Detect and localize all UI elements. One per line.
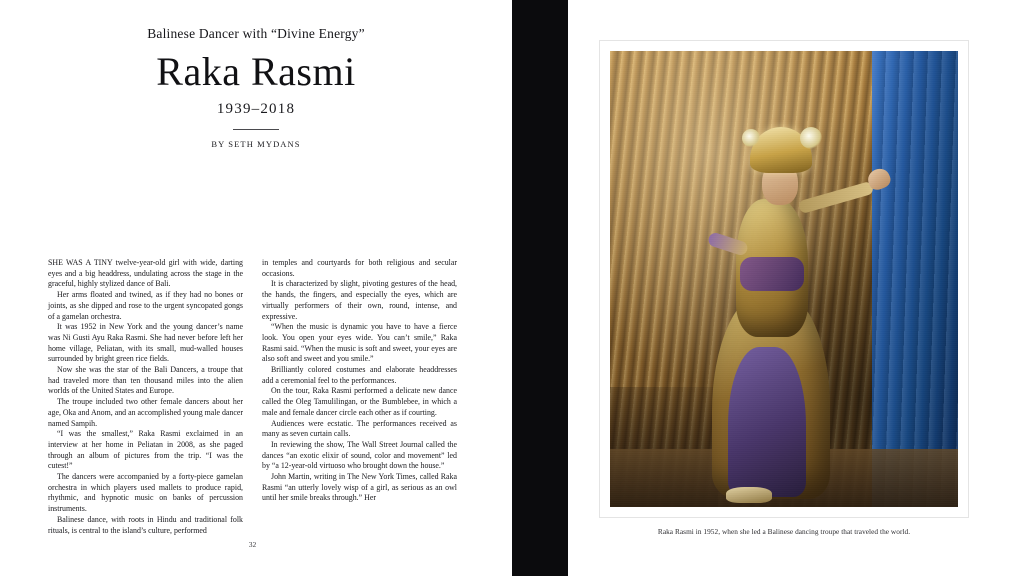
paragraph: “When the music is dynamic you have to have a fierce look. You open your eyes wide. You can’t smile,” Raka Rasmi said. “When the music is soft and sweet, your eyes are also soft and sweet and you smile.” (262, 322, 457, 364)
paragraph: Her arms floated and twined, as if they had no bones or joints, as she dipped and rose to the urgent syncopated gongs of a gamelan orchestra. (48, 290, 243, 321)
paragraph: In reviewing the show, The Wall Street Journal called the dances “an exotic elixir of sound, color and movement” led by “a 12-year-old virtuoso who brought down the house.” (262, 439, 457, 471)
paragraph: Audiences were ecstatic. The performances received as many as seven curtain calls. (262, 418, 457, 439)
life-dates: 1939–2018 (216, 100, 296, 117)
paragraph: Brilliantly colored costumes and elaborate headdresses add a ceremonial feel to the performances. (262, 365, 457, 385)
blue-curtain-backdrop (872, 51, 958, 507)
page-title: Raka Rasmi (156, 49, 356, 94)
dancer-right-arm (798, 181, 875, 214)
dancer-foot (726, 487, 772, 503)
byline: BY SETH MYDANS (211, 138, 301, 149)
column-1 (48, 258, 243, 536)
spread-gutter (512, 0, 568, 576)
dancer-sash (740, 257, 804, 291)
column-2 (262, 258, 457, 536)
article-header (48, 26, 464, 149)
paragraph: It is characterized by slight, pivoting gestures of the head, the hands, the fingers, and especially the eyes, which are virtually performers of their own, round, intense, and expressive. (262, 279, 457, 321)
dancer-sarong (728, 347, 806, 497)
article-body (48, 258, 457, 536)
dancer-figure (702, 87, 867, 499)
paragraph: Balinese dance, with roots in Hindu and traditional folk rituals, is central to the island’s culture, performed (48, 514, 243, 535)
paragraph: John Martin, writing in The New York Times, called Raka Rasmi “an utterly lovely wisp of a girl, as serious as an owl until her smile breaks through.” Her (262, 472, 457, 503)
paragraph: “I was the smallest,” Raka Rasmi exclaimed in an interview at her home in Peliatan in 2008, as she paged through an album of pictures from the trip. “I was the cutest!” (48, 429, 243, 471)
paragraph: On the tour, Raka Rasmi performed a delicate new dance called the Oleg Tamulilingan, or the Bumblebee, in which a male and female dancer circle each other as if courting. (262, 386, 457, 417)
paragraph: The troupe included two other female dancers about her age, Oka and Anom, and an accomplished young male dancer named Sampih. (48, 397, 243, 428)
dancer-headdress (750, 127, 812, 173)
page-number: 32 (248, 540, 257, 549)
paragraph: It was 1952 in New York and the young dancer’s name was Ni Gusti Ayu Raka Rasmi. She had never before left her home village, Peliatan, with its small, mud-walled houses surrounded by bright green rice fields. (48, 322, 243, 364)
photo-frame (600, 41, 968, 517)
right-photo-page (568, 0, 1024, 576)
paragraph: Now she was the star of the Bali Dancers, a troupe that had traveled more than ten thousand miles into the alien worlds of the United States and Europe. (48, 365, 243, 396)
article-kicker: Balinese Dancer with “Divine Energy” (147, 26, 365, 41)
balinese-dancer-photo (610, 51, 958, 507)
divider (233, 129, 279, 130)
paragraph: SHE WAS A TINY twelve-year-old girl with wide, darting eyes and a big headdress, undulating across the stage in the graceful, highly stylized dance of Bali. (48, 258, 243, 289)
photo-caption: Raka Rasmi in 1952, when she led a Balinese dancing troupe that traveled the world. (657, 527, 911, 536)
paragraph: The dancers were accompanied by a forty-piece gamelan orchestra in which players used mallets to produce rapid, rhythmic, and hypnotic music on banks of percussion instruments. (48, 472, 243, 514)
paragraph: in temples and courtyards for both religious and secular occasions. (262, 258, 457, 278)
